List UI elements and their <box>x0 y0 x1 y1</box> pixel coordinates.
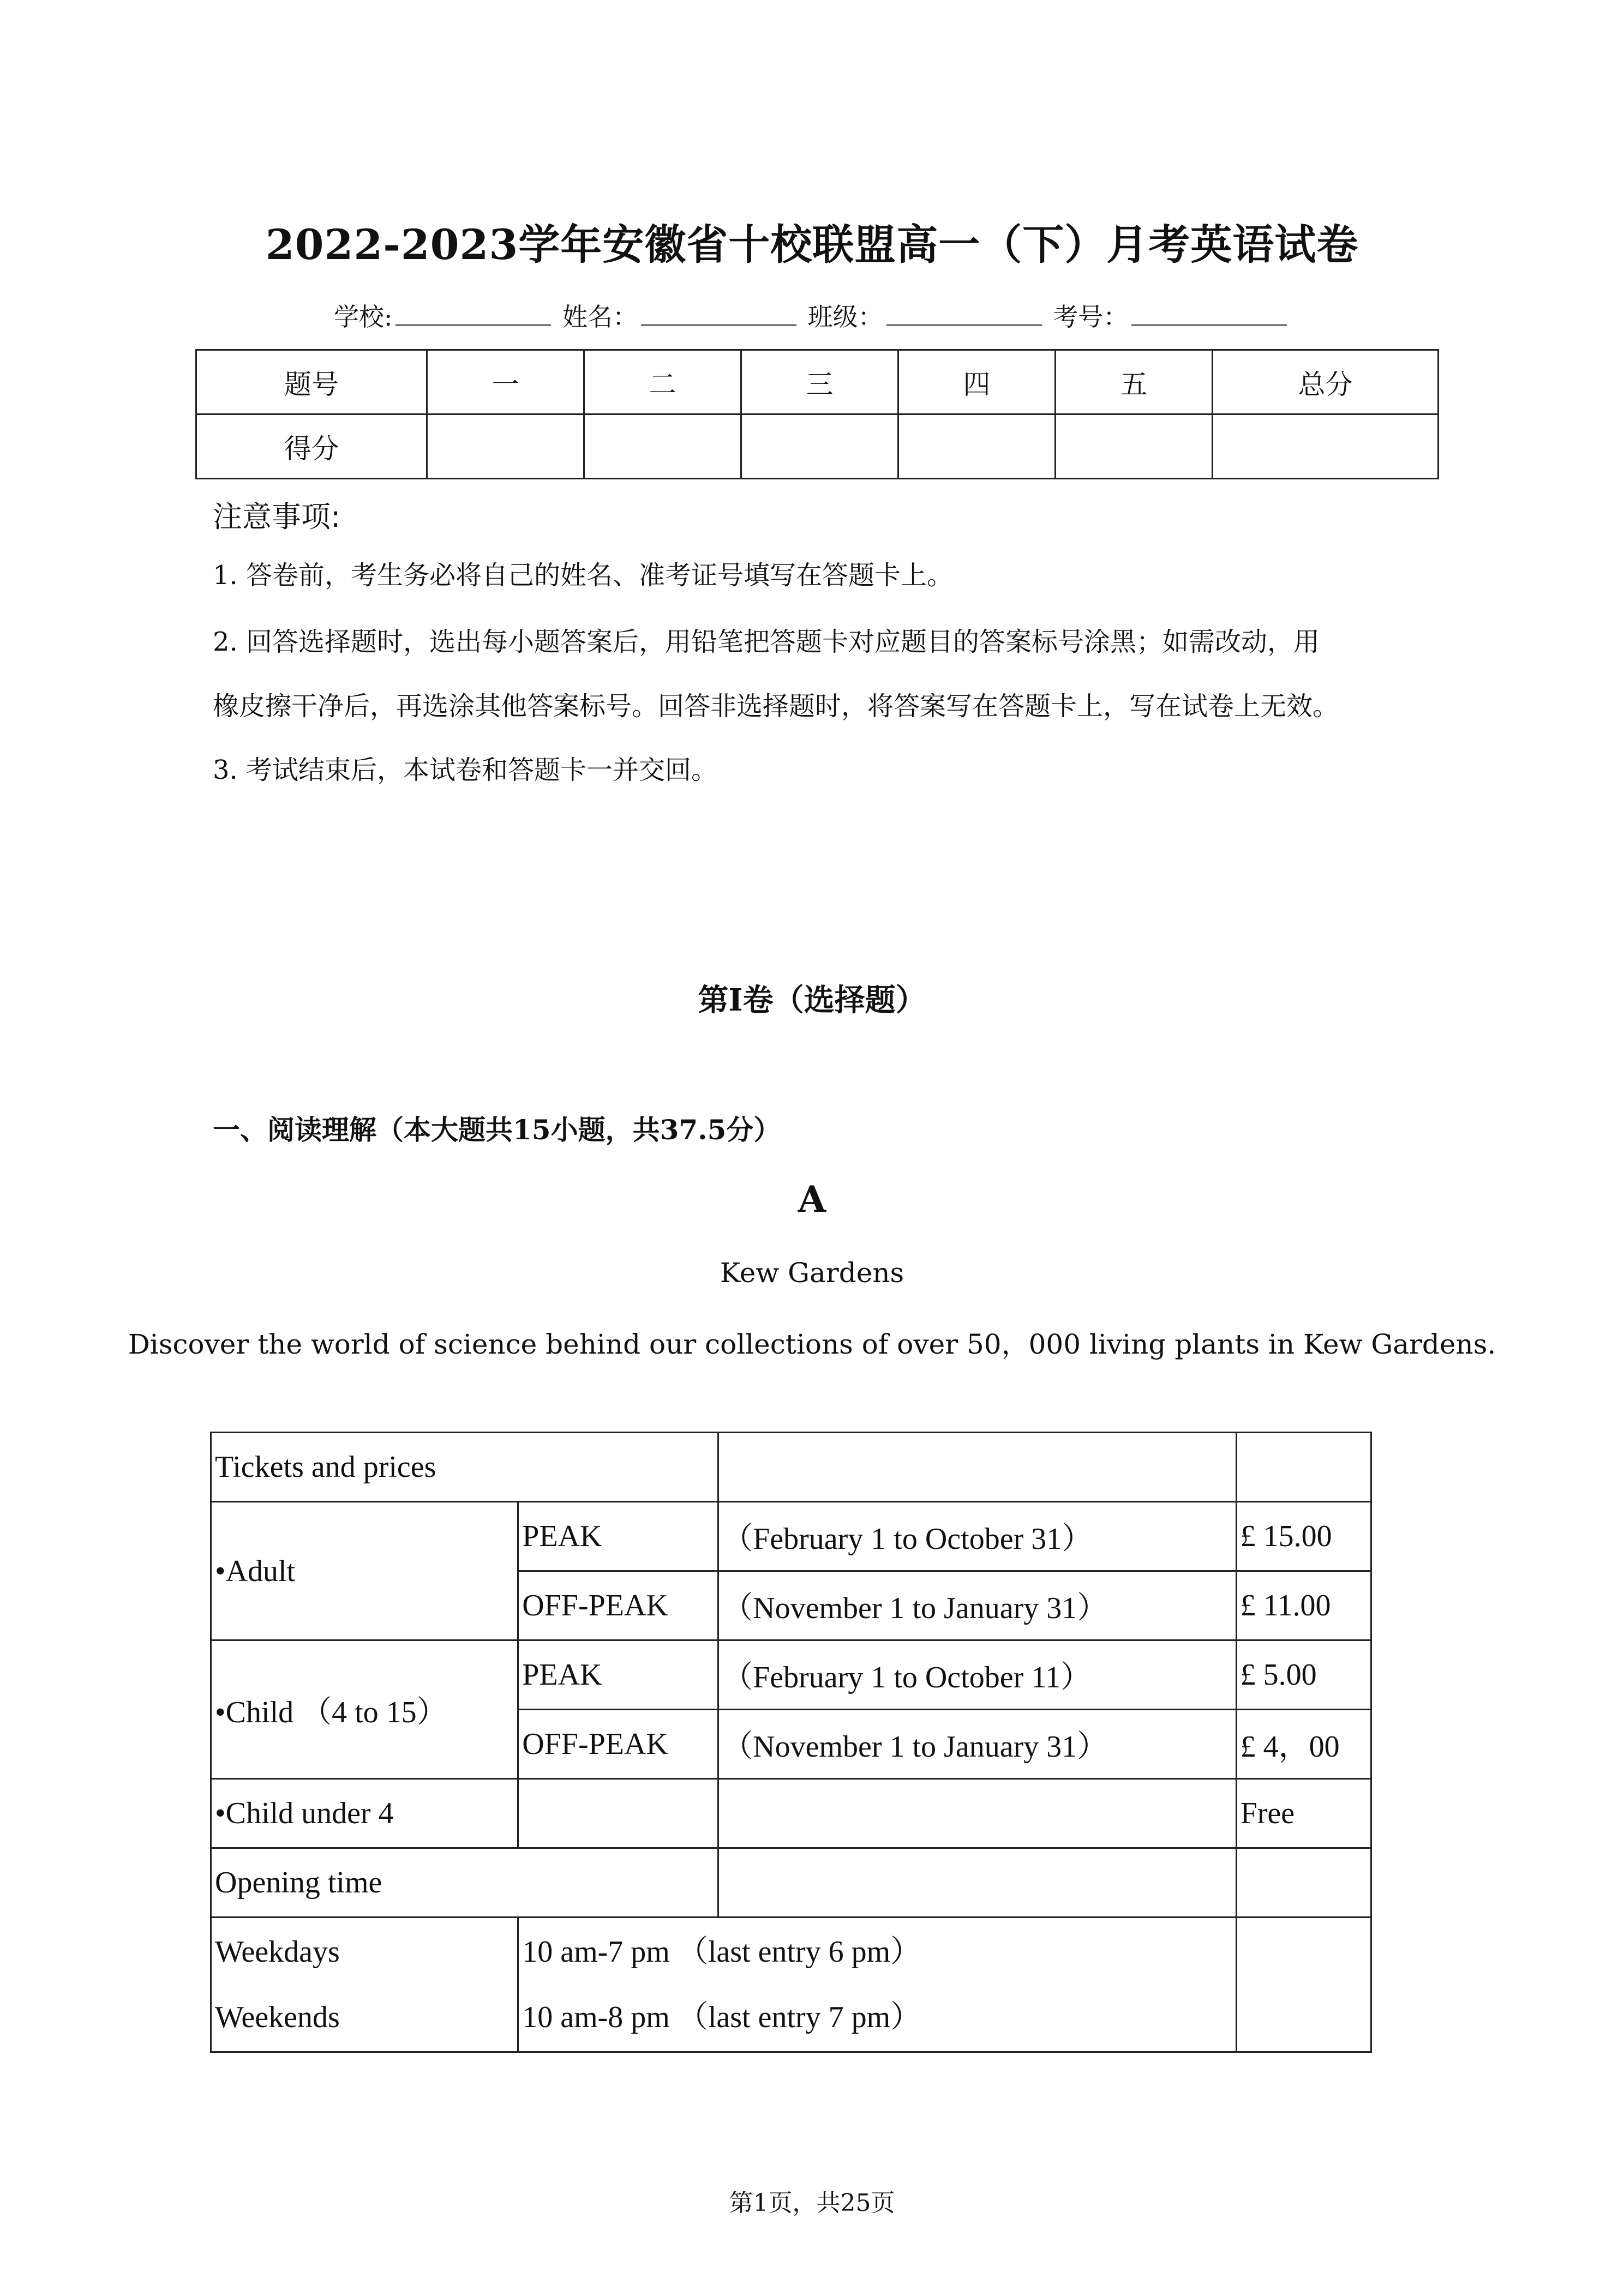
score-cell <box>584 414 741 479</box>
child-offpeak-label: OFF-PEAK <box>518 1710 718 1779</box>
name-label: 姓名： <box>562 302 638 332</box>
passage-heading: Kew Gardens <box>720 1257 904 1289</box>
child-peak-price: £ 5.00 <box>1236 1640 1371 1710</box>
table-row <box>211 1640 1371 1710</box>
page-footer: 第1页，共25页 <box>729 2189 895 2217</box>
adult-peak-price: £ 15.00 <box>1236 1502 1371 1571</box>
weekends-hours: 10 am-8 pm （last entry 7 pm） <box>522 2000 921 2034</box>
score-table-header-row <box>196 350 1439 414</box>
score-header-cell: 五 <box>1056 350 1213 414</box>
score-cell <box>898 414 1056 479</box>
notice-item: 3. 考试结束后，本试卷和答题卡一并交回。 <box>213 755 718 785</box>
name-blank <box>641 303 796 326</box>
score-table <box>195 349 1439 479</box>
notice-item: 橡皮擦干净后，再选涂其他答案标号。回答非选择题时，将答案写在答题卡上，写在试卷上无效。 <box>213 691 1339 722</box>
table-row <box>211 1918 1371 2052</box>
adult-peak-dates: （February 1 to October 31） <box>718 1502 1236 1571</box>
child-peak-label: PEAK <box>518 1640 718 1710</box>
exam-title: 2022-2023学年安徽省十校联盟高一（下）月考英语试卷 <box>265 220 1359 269</box>
empty-cell <box>1236 1848 1371 1918</box>
weekends-label: Weekends <box>215 2000 340 2034</box>
score-header-cell: 总分 <box>1213 350 1439 414</box>
class-label: 班级： <box>807 302 883 332</box>
score-cell <box>1056 414 1213 479</box>
child-peak-dates: （February 1 to October 11） <box>718 1640 1236 1710</box>
school-label: 学校: <box>333 302 393 332</box>
adult-label: •Adult <box>211 1502 518 1640</box>
student-info-line <box>0 297 1624 333</box>
weekdays-label: Weekdays <box>215 1935 340 1969</box>
empty-cell <box>718 1848 1236 1918</box>
empty-cell <box>718 1779 1236 1848</box>
score-header-cell: 一 <box>427 350 584 414</box>
adult-offpeak-dates: （November 1 to January 31） <box>718 1571 1236 1640</box>
child-label: •Child （4 to 15） <box>211 1640 518 1779</box>
passage-intro: Discover the world of science behind our collections of over 50，000 living plants in Kew Gardens. <box>128 1329 1496 1360</box>
table-row <box>211 1779 1371 1848</box>
tickets-table <box>210 1432 1372 2053</box>
opening-header-cell: Opening time <box>211 1848 718 1918</box>
volume-title: 第I卷（选择题） <box>698 982 926 1018</box>
school-blank <box>395 303 551 326</box>
table-row <box>211 1848 1371 1918</box>
table-row <box>211 1433 1371 1502</box>
notice-heading: 注意事项: <box>213 500 341 534</box>
score-table-score-row <box>196 414 1439 479</box>
score-header-cell: 二 <box>584 350 741 414</box>
tickets-header-cell: Tickets and prices <box>211 1433 718 1502</box>
class-blank <box>886 303 1042 326</box>
adult-peak-label: PEAK <box>518 1502 718 1571</box>
child-offpeak-dates: （November 1 to January 31） <box>718 1710 1236 1779</box>
notice-item: 1. 答卷前，考生务必将自己的姓名、准考证号填写在答题卡上。 <box>213 560 954 591</box>
empty-cell <box>518 1779 718 1848</box>
adult-offpeak-label: OFF-PEAK <box>518 1571 718 1640</box>
score-cell <box>741 414 898 479</box>
child-under4-label: •Child under 4 <box>211 1779 518 1848</box>
score-header-cell: 四 <box>898 350 1056 414</box>
score-header-cell: 题号 <box>196 350 427 414</box>
day-labels-cell <box>211 1918 518 2052</box>
empty-cell <box>1236 1918 1371 2052</box>
score-row-label: 得分 <box>196 414 427 479</box>
notice-item: 2. 回答选择题时，选出每小题答案后，用铅笔把答题卡对应题目的答案标号涂黑；如需改动，用 <box>213 627 1320 657</box>
adult-offpeak-price: £ 11.00 <box>1236 1571 1371 1640</box>
passage-letter: A <box>798 1178 826 1221</box>
hours-cell <box>518 1918 1236 2052</box>
score-cell <box>1213 414 1439 479</box>
empty-cell <box>1236 1433 1371 1502</box>
empty-cell <box>718 1433 1236 1502</box>
exam-no-blank <box>1131 303 1287 326</box>
weekdays-hours: 10 am-7 pm （last entry 6 pm） <box>522 1935 921 1969</box>
section-title: 一、阅读理解（本大题共15小题，共37.5分） <box>213 1114 781 1146</box>
child-offpeak-price: £ 4，00 <box>1236 1710 1371 1779</box>
score-cell <box>427 414 584 479</box>
score-header-cell: 三 <box>741 350 898 414</box>
exam-no-label: 考号： <box>1053 302 1129 332</box>
child-under4-price: Free <box>1236 1779 1371 1848</box>
table-row <box>211 1502 1371 1571</box>
